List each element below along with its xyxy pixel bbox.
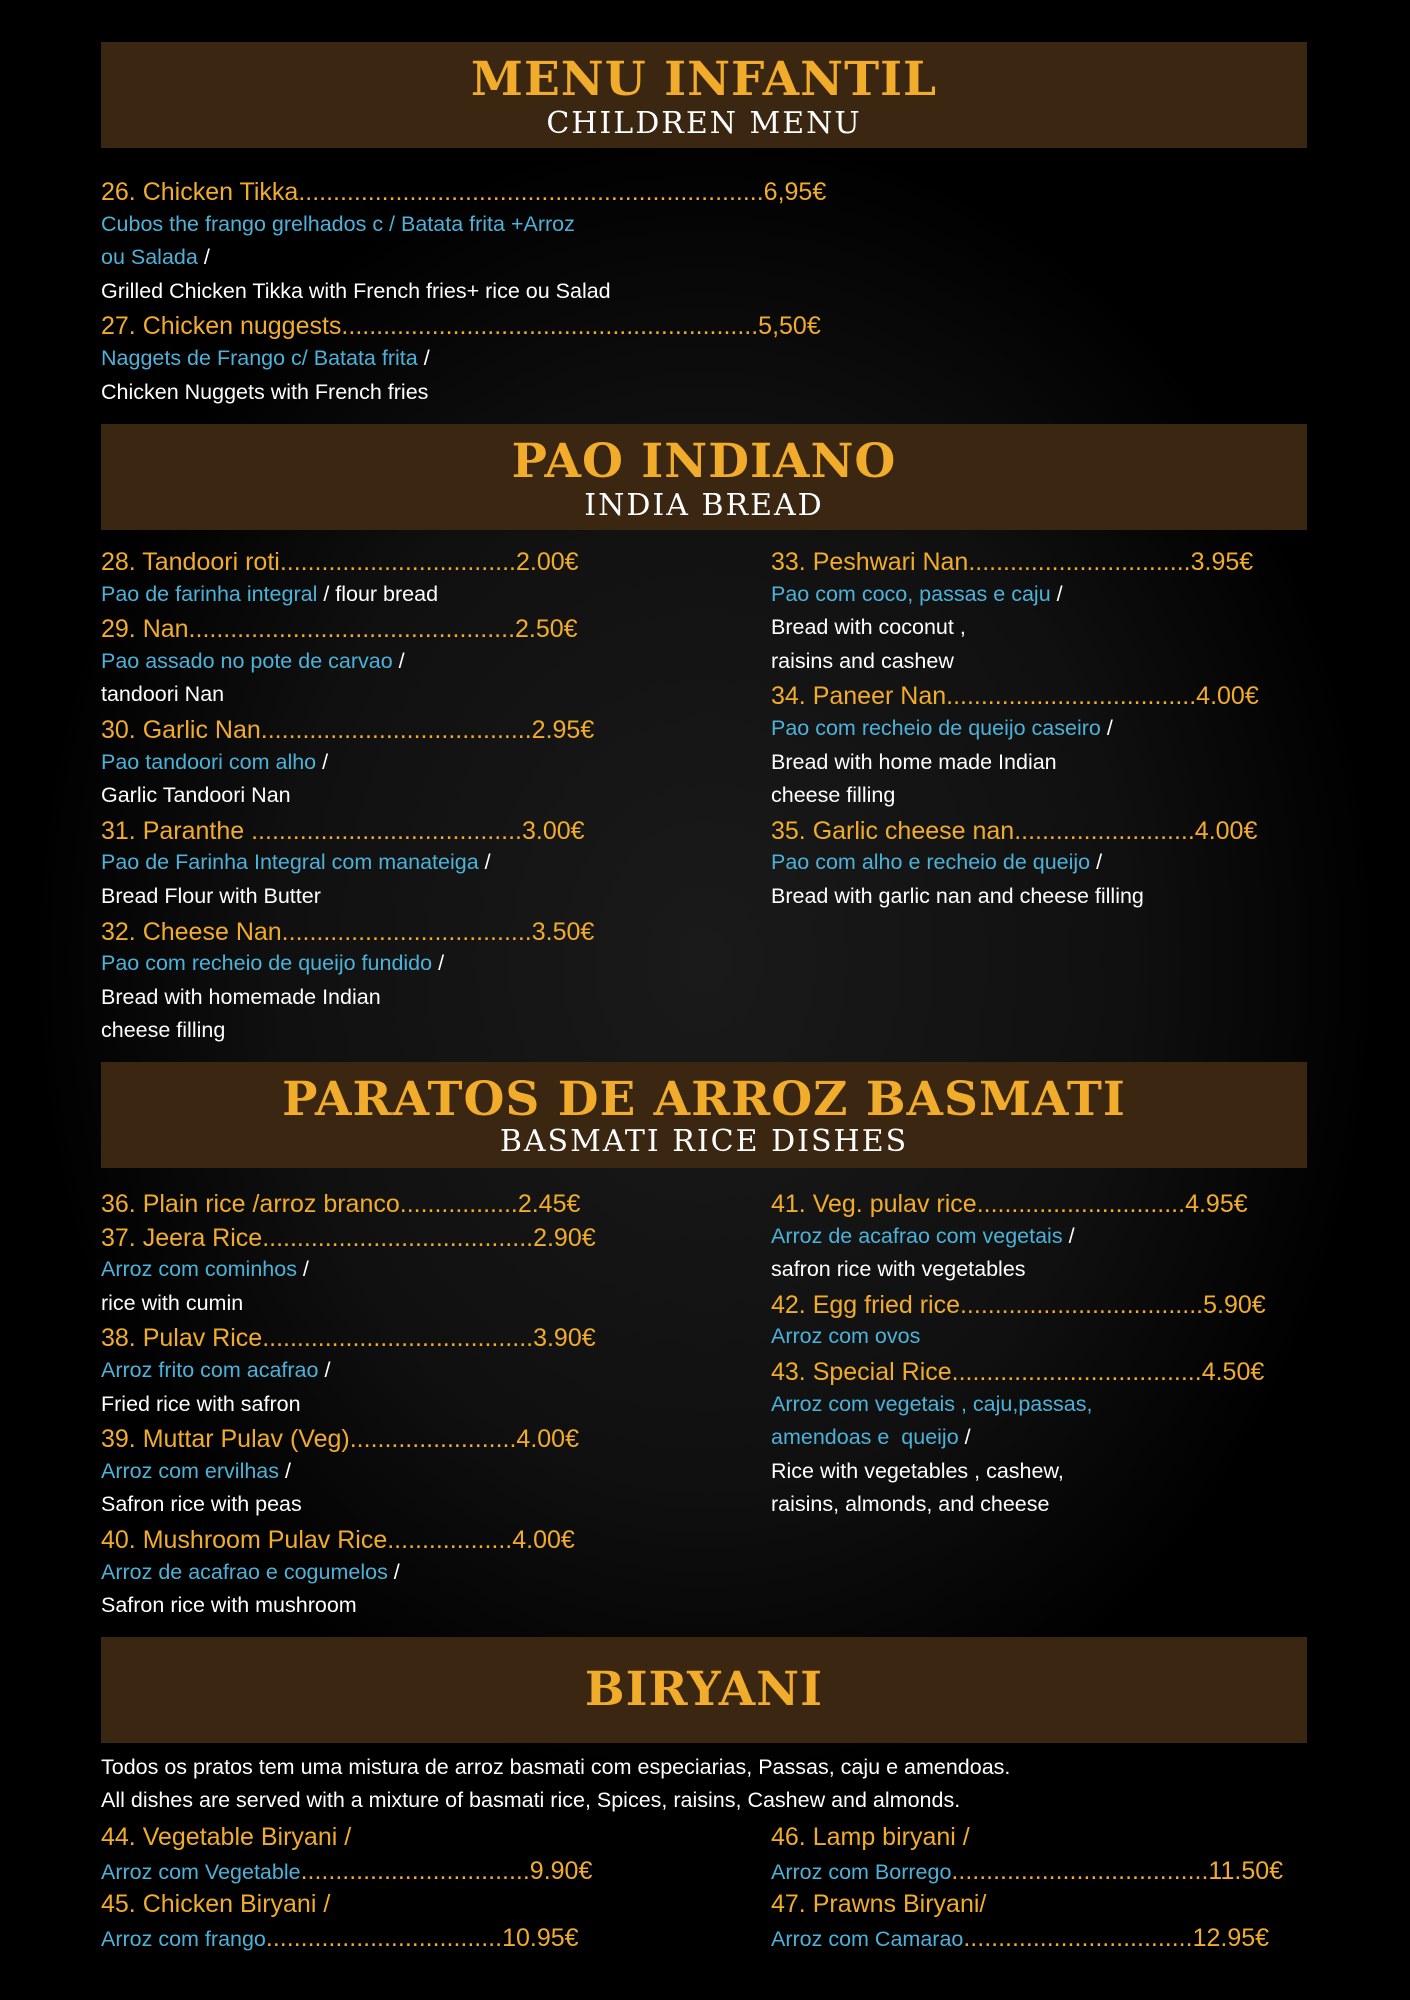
portuguese-description: Arroz com Camarao bbox=[771, 1926, 964, 1951]
description-suffix: / bbox=[432, 951, 445, 976]
english-description: tandoori Nan bbox=[101, 682, 225, 707]
english-description: raisins and cashew bbox=[771, 648, 954, 673]
portuguese-description: Arroz de acafrao com vegetais bbox=[771, 1223, 1063, 1248]
portuguese-description: Pao com recheio de queijo caseiro bbox=[771, 716, 1101, 740]
biryani-banner bbox=[101, 1637, 1307, 1743]
menu-item-name-price: 30. Garlic Nan.......................................2.95€ bbox=[101, 716, 595, 744]
portuguese-description-line bbox=[771, 1924, 1269, 1953]
english-description-line bbox=[771, 1257, 1026, 1282]
portuguese-description: Pao com coco, passas e caju bbox=[771, 581, 1051, 606]
english-description: Garlic Tandoori Nan bbox=[101, 783, 291, 808]
description-suffix: / bbox=[392, 648, 405, 673]
english-description-line bbox=[101, 1018, 225, 1043]
portuguese-description-line bbox=[101, 1459, 291, 1484]
menu-item-name-price: 38. Pulav Rice.......................................3.90€ bbox=[101, 1324, 596, 1353]
portuguese-description bbox=[771, 1923, 1270, 1952]
menu-item-name-price: 39. Muttar Pulav (Veg)........................4.00€ bbox=[101, 1425, 579, 1454]
portuguese-description bbox=[771, 1856, 1284, 1885]
biryani-title: BIRYANI bbox=[584, 1662, 824, 1717]
portuguese-description-line bbox=[101, 245, 210, 270]
menu-item-name-price: 32. Cheese Nan....................................3.50€ bbox=[101, 917, 595, 946]
menu-item-line bbox=[101, 312, 821, 341]
english-description-line bbox=[771, 884, 1144, 909]
portuguese-description: Pao tandoori com alho bbox=[101, 749, 317, 774]
children-menu-title: MENU INFANTIL bbox=[470, 52, 938, 107]
portuguese-description: Pao com recheio de queijo fundido bbox=[101, 951, 433, 976]
biryani-intro-line: All dishes are served with a mixture of basmati rice, Spices, raisins, Cashew and almonds. bbox=[101, 1788, 961, 1812]
basmati-rice-subtitle: BASMATI RICE DISHES bbox=[499, 1124, 909, 1159]
basmati-rice-title: PARATOS DE ARROZ BASMATI bbox=[282, 1072, 1126, 1127]
english-description-line bbox=[771, 1492, 1049, 1517]
menu-item-price: .....................................11.50€ bbox=[951, 1856, 1284, 1885]
english-description: cheese filling bbox=[101, 1018, 226, 1043]
portuguese-description-line bbox=[771, 582, 1063, 607]
portuguese-description-line bbox=[771, 716, 1113, 741]
portuguese-description-line bbox=[101, 951, 444, 976]
english-description-line bbox=[771, 1459, 1064, 1484]
english-description-line bbox=[771, 783, 895, 808]
english-description: Bread with home made Indian bbox=[771, 749, 1057, 774]
description-suffix: / bbox=[478, 850, 491, 875]
menu-item-line bbox=[771, 1823, 970, 1852]
portuguese-description: Naggets de Frango c/ Batata frita bbox=[101, 346, 418, 370]
menu-item-line bbox=[771, 1358, 1264, 1387]
english-description: rice with cumin bbox=[101, 1290, 244, 1315]
menu-item-name-price: 44. Vegetable Biryani / bbox=[101, 1823, 352, 1851]
description-suffix: / bbox=[387, 1559, 400, 1584]
description-suffix: / bbox=[318, 1358, 331, 1382]
india-bread-subtitle: INDIA BREAD bbox=[584, 488, 824, 523]
menu-item-line bbox=[101, 1823, 351, 1852]
basmati-rice-banner bbox=[101, 1062, 1307, 1168]
english-description: cheese filling bbox=[771, 783, 896, 808]
portuguese-description: Arroz com Borrego bbox=[771, 1859, 952, 1884]
description-suffix: / bbox=[1062, 1223, 1075, 1248]
menu-item-name-price: 37. Jeera Rice.......................................2.90€ bbox=[101, 1223, 596, 1252]
children-menu-banner bbox=[101, 42, 1307, 148]
english-description: Bread with homemade Indian bbox=[101, 984, 381, 1009]
portuguese-description-line bbox=[771, 1224, 1075, 1249]
portuguese-description-line bbox=[101, 1257, 309, 1282]
menu-item-name-price: 27. Chicken nuggests............................................................5,50€ bbox=[101, 312, 821, 341]
portuguese-description-line bbox=[771, 1324, 920, 1349]
description-suffix: / bbox=[197, 245, 210, 270]
english-description-line bbox=[101, 682, 224, 707]
description-suffix: / bbox=[958, 1425, 971, 1450]
menu-item-name-price: 26. Chicken Tikka...................................................................6,95€ bbox=[101, 178, 827, 206]
portuguese-description: Cubos the frango grelhados c / Batata frita +Arroz bbox=[101, 211, 575, 236]
portuguese-description: Pao com alho e recheio de queijo bbox=[771, 850, 1091, 875]
portuguese-description: Arroz com ervilhas bbox=[101, 1458, 280, 1483]
menu-item-name-price: 36. Plain rice /arroz branco.................2.45€ bbox=[101, 1190, 581, 1218]
menu-item-line bbox=[101, 1425, 579, 1454]
menu-item-line bbox=[771, 1190, 1248, 1219]
menu-item-price: ..................................10.95€ bbox=[265, 1923, 579, 1952]
portuguese-description: Arroz com frango bbox=[101, 1926, 266, 1951]
english-description-line bbox=[771, 649, 954, 674]
menu-item-line bbox=[101, 615, 578, 644]
portuguese-description-line bbox=[101, 1560, 400, 1585]
menu-item-line bbox=[771, 817, 1257, 846]
english-description-line bbox=[101, 1392, 301, 1417]
english-description-line bbox=[101, 783, 291, 808]
english-description-line bbox=[101, 1492, 302, 1517]
english-description: raisins, almonds, and cheese bbox=[771, 1492, 1050, 1517]
description-suffix: / bbox=[279, 1458, 291, 1483]
menu-item-line bbox=[101, 178, 826, 207]
portuguese-description-line bbox=[101, 750, 328, 775]
menu-item-line bbox=[101, 1224, 596, 1253]
menu-item-line bbox=[771, 1291, 1266, 1320]
menu-item-line bbox=[771, 1890, 986, 1919]
menu-item-name-price: 47. Prawns Biryani/ bbox=[771, 1890, 987, 1919]
india-bread-banner bbox=[101, 424, 1307, 530]
english-description: safron rice with vegetables bbox=[771, 1257, 1026, 1282]
portuguese-description-line bbox=[101, 850, 491, 875]
description-suffix: / bbox=[1100, 716, 1113, 740]
portuguese-description: Pao de Farinha Integral com manateiga bbox=[101, 850, 479, 875]
children-menu-subtitle: CHILDREN MENU bbox=[546, 106, 862, 141]
menu-item-name-price: 31. Paranthe .......................................3.00€ bbox=[101, 816, 585, 845]
menu-item-name-price: 35. Garlic cheese nan..........................4.00€ bbox=[771, 816, 1258, 845]
menu-item-name-price: 46. Lamp biryani / bbox=[771, 1823, 970, 1851]
menu-item-name-price: 33. Peshwari Nan................................3.95€ bbox=[771, 548, 1254, 576]
english-description: Fried rice with safron bbox=[101, 1391, 301, 1416]
biryani-intro-line: Todos os pratos tem uma mistura de arroz basmati com especiarias, Passas, caju e amendoas. bbox=[101, 1755, 1011, 1779]
description-suffix: / bbox=[417, 346, 430, 370]
portuguese-description: amendoas e queijo bbox=[771, 1425, 959, 1450]
menu-item-name-price: 45. Chicken Biryani / bbox=[101, 1890, 331, 1919]
portuguese-description: Pao assado no pote de carvao bbox=[101, 648, 393, 673]
description-suffix: / bbox=[1090, 850, 1103, 875]
menu-item-name-price: 29. Nan...............................................2.50€ bbox=[101, 615, 578, 644]
english-description-line bbox=[101, 1593, 357, 1618]
english-description: Chicken Nuggets with French fries bbox=[101, 379, 429, 404]
english-description: Grilled Chicken Tikka with French fries+ rice ou Salad bbox=[101, 278, 611, 303]
portuguese-description-line bbox=[771, 1392, 1092, 1417]
portuguese-description: Arroz com vegetais , caju,passas, bbox=[771, 1391, 1093, 1416]
english-description-line bbox=[101, 279, 611, 304]
menu-item-line bbox=[101, 817, 585, 846]
english-description: Rice with vegetables , cashew, bbox=[771, 1458, 1064, 1483]
portuguese-description: ou Salada bbox=[101, 245, 198, 270]
english-description: Safron rice with peas bbox=[101, 1492, 302, 1517]
menu-item-name-price: 43. Special Rice....................................4.50€ bbox=[771, 1358, 1265, 1386]
india-bread-title: PAO INDIANO bbox=[511, 434, 897, 489]
portuguese-description-line bbox=[101, 649, 405, 674]
portuguese-description: Arroz com cominhos bbox=[101, 1257, 297, 1282]
menu-item-line bbox=[771, 548, 1253, 577]
portuguese-description-line bbox=[101, 582, 438, 607]
english-description: Bread with coconut , bbox=[771, 615, 966, 640]
portuguese-description: Arroz frito com acafrao bbox=[101, 1358, 319, 1382]
english-description-line bbox=[771, 750, 1057, 775]
menu-item-line bbox=[101, 548, 579, 577]
menu-item-price: .................................9.90€ bbox=[300, 1856, 593, 1885]
description-suffix: / flour bread bbox=[317, 581, 439, 606]
portuguese-description-line bbox=[771, 1857, 1283, 1886]
portuguese-description-line bbox=[101, 1857, 592, 1886]
portuguese-description-line bbox=[101, 212, 575, 237]
english-description-line bbox=[101, 884, 321, 909]
menu-item-name-price: 41. Veg. pulav rice..............................4.95€ bbox=[771, 1190, 1248, 1218]
menu-item-name-price: 28. Tandoori roti..................................2.00€ bbox=[101, 548, 579, 576]
menu-item-name-price: 34. Paneer Nan....................................4.00€ bbox=[771, 682, 1259, 711]
menu-item-line bbox=[101, 716, 594, 745]
portuguese-description-line bbox=[771, 850, 1102, 875]
description-suffix: / bbox=[316, 749, 329, 774]
menu-item-line bbox=[101, 1324, 596, 1353]
english-description: Bread Flour with Butter bbox=[101, 884, 321, 908]
english-description-line bbox=[101, 1291, 243, 1316]
portuguese-description-line bbox=[101, 1358, 330, 1383]
menu-item-name-price: 40. Mushroom Pulav Rice..................4.00€ bbox=[101, 1526, 575, 1554]
portuguese-description-line bbox=[771, 1425, 971, 1450]
portuguese-description bbox=[101, 1923, 579, 1952]
english-description-line bbox=[771, 615, 966, 640]
menu-item-line bbox=[101, 918, 594, 947]
portuguese-description-line bbox=[101, 346, 430, 371]
menu-item-line bbox=[101, 1190, 580, 1219]
description-suffix: / bbox=[1050, 581, 1063, 606]
portuguese-description: Arroz de acafrao e cogumelos bbox=[101, 1559, 388, 1584]
english-description: Bread with garlic nan and cheese filling bbox=[771, 884, 1144, 908]
menu-item-name-price: 42. Egg fried rice...................................5.90€ bbox=[771, 1290, 1266, 1319]
portuguese-description bbox=[101, 1856, 593, 1885]
menu-item-line bbox=[101, 1526, 575, 1555]
english-description-line bbox=[101, 985, 381, 1010]
menu-item-price: .................................12.95€ bbox=[963, 1923, 1270, 1952]
menu-item-line bbox=[771, 682, 1259, 711]
menu-item-line bbox=[101, 1890, 330, 1919]
portuguese-description: Arroz com ovos bbox=[771, 1324, 921, 1349]
portuguese-description: Pao de farinha integral bbox=[101, 581, 318, 606]
portuguese-description-line bbox=[101, 1924, 579, 1953]
english-description-line bbox=[101, 380, 428, 405]
description-suffix: / bbox=[296, 1257, 309, 1282]
english-description: Safron rice with mushroom bbox=[101, 1593, 357, 1618]
portuguese-description: Arroz com Vegetable bbox=[101, 1859, 301, 1884]
